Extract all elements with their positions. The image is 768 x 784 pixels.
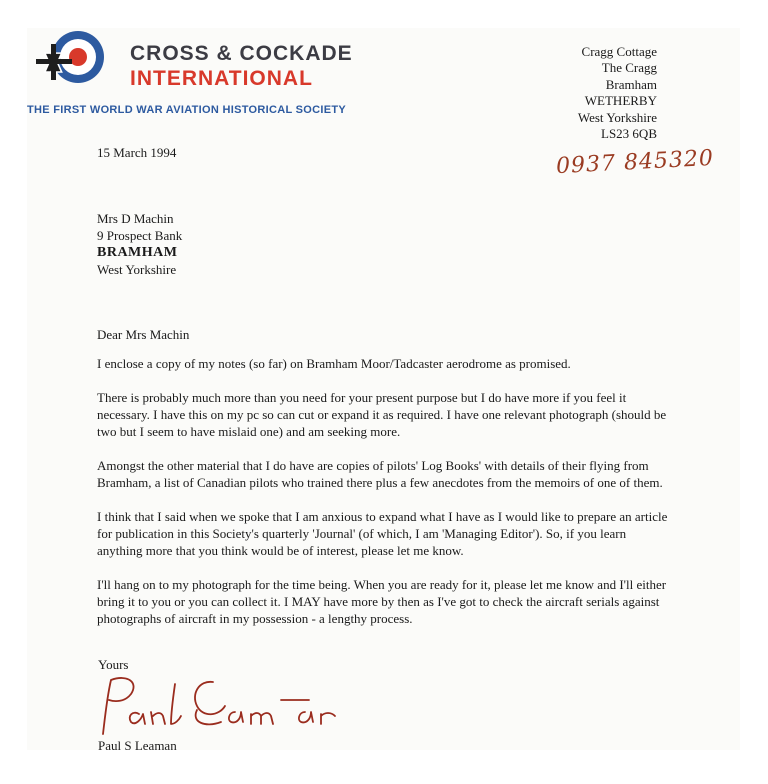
closing: Yours [98, 657, 129, 672]
org-name-line2: INTERNATIONAL [130, 67, 313, 90]
handwritten-phone-number: 0937 845320 [555, 145, 715, 180]
recipient-street: 9 Prospect Bank [97, 228, 183, 243]
recipient-town: BRAMHAM [97, 245, 178, 260]
org-name-line1: CROSS & COCKADE [130, 42, 353, 65]
sender-address [578, 44, 657, 142]
recipient-county: West Yorkshire [97, 262, 177, 277]
signatory-name: Paul S Leaman [98, 738, 177, 753]
paragraph: I'll hang on to my photograph for the time being. When you are ready for it, please let me know and I'll either bring it to you or you can collect it. I MAY have more by then as I've got to check the aircraft serials against photographs of aircraft in my possession - a lengthy process. [97, 577, 667, 626]
salutation: Dear Mrs Machin [97, 327, 190, 342]
paragraph: There is probably much more than you need for your present purpose but I do have more if you feel it necessary. I have this on my pc so can cut or expand it as required. I have one relevant photograph (should be two but I seem to have mislaid one) and am seeking more. [97, 390, 667, 439]
handwritten-signature [95, 672, 345, 742]
paragraph: I think that I said when we spoke that I am anxious to expand what I have as I would like to prepare an article for publication in this Society's quarterly 'Journal' (of which, I am 'Managing Editor'). So, if you learn anything more that you think would be of interest, please let me know. [97, 509, 668, 558]
address-line: West Yorkshire [577, 109, 657, 125]
recipient-name: Mrs D Machin [97, 211, 174, 226]
paragraph: Amongst the other material that I do have are copies of pilots' Log Books' with details of their flying from Bramham, a list of Canadian pilots who trained there plus a few anecdotes from the memoirs of one of them. [97, 458, 663, 490]
iron-cross-roundel-logo [30, 30, 110, 90]
address-line: Bramham [605, 76, 657, 92]
address-line: LS23 6QB [601, 126, 657, 142]
org-tagline: THE FIRST WORLD WAR AVIATION HISTORICAL SOCIETY [27, 104, 347, 116]
paragraph: I enclose a copy of my notes (so far) on Bramham Moor/Tadcaster aerodrome as promised. [97, 356, 571, 371]
address-line: Cragg Cottage [581, 44, 657, 59]
recipient-address [97, 210, 182, 278]
letter-body [97, 326, 671, 644]
letter-date: 15 March 1994 [97, 145, 177, 160]
address-line: WETHERBY [584, 93, 657, 109]
address-line: The Cragg [601, 60, 657, 76]
